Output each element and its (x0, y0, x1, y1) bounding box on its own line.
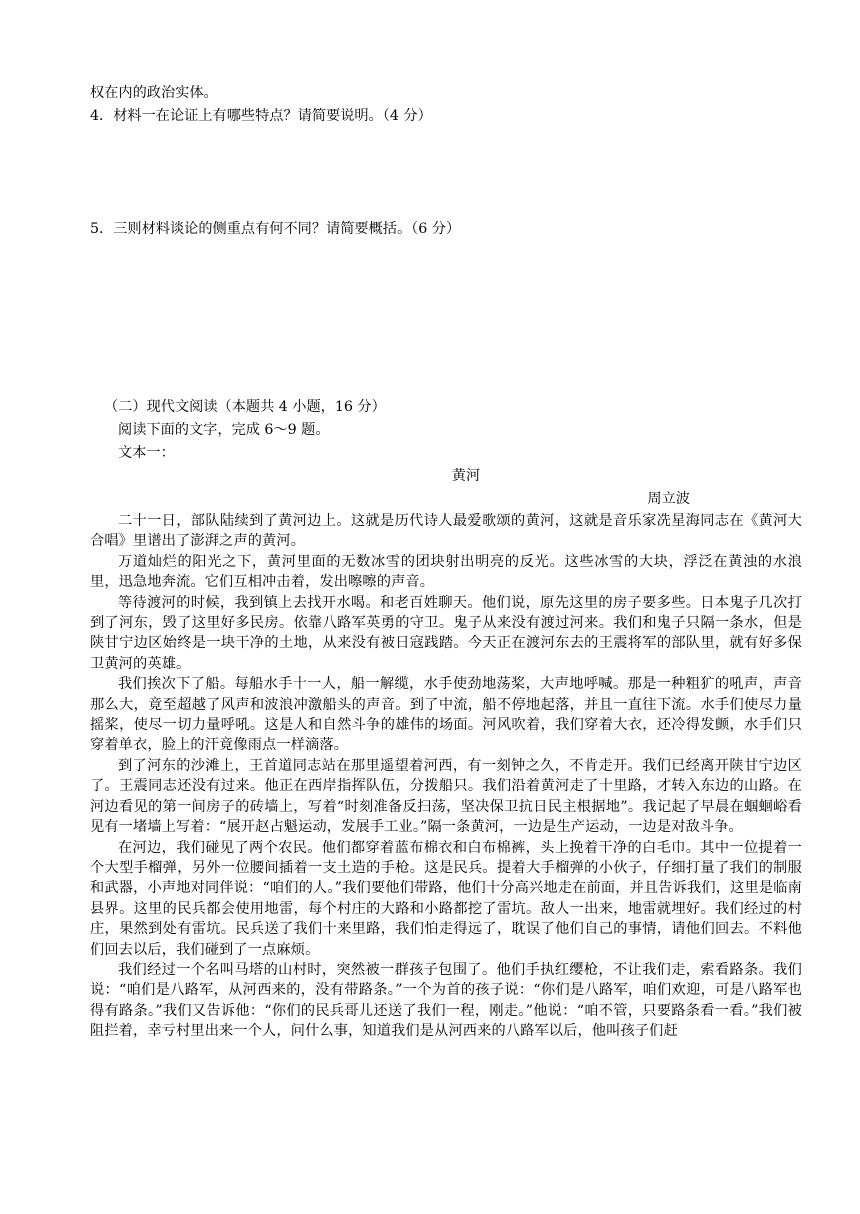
answer-space-4 (90, 128, 802, 218)
essay-author: 周立波 (647, 491, 690, 507)
paragraph: 等待渡河的时候，我到镇上去找开水喝。和老百姓聊天。他们说，原先这里的房子要多些。日本鬼子几次打到了河东，毁了这里好多民房。依靠八路军英勇的守卫。鬼子从来没有渡过河来。我们和鬼子只隔一条水，但是陕甘宁边区始终是一块干净的土地，从来没有被日寇践踏。今天正在渡河东去的王震将军的部队里，就有好多保卫黄河的英雄。 (90, 594, 802, 672)
top-fragment: 权在内的政治实体。 (90, 85, 218, 101)
paragraph: 我们经过一个名叫马塔的山村时，突然被一群孩子包围了。他们手执红缨枪，不让我们走，索看路条。我们说：“咱们是八路军，从河西来的，没有带路条。”一个为首的孩子说：“你们是八路军，咱们欢迎，可是八路军也得有路条。”我们又告诉他：“你们的民兵哥儿还送了我们一程，刚走。”他说：“咱不管，只要路条看一看。”我们被阻拦着，幸亏村里出来一个人，问什么事，知道我们是从河西来的八路军以后，他叫孩子们赶 (90, 961, 802, 1040)
document-page (90, 82, 802, 1042)
paragraph: 到了河东的沙滩上，王首道同志站在那里遥望着河西，有一刻钟之久，不肯走开。我们已经离开陕甘宁边区了。王震同志还没有过来。他正在西岸指挥队伍，分拨船只。我们沿着黄河走了十里路，才转入东边的山路。在河边看见的第一间房子的砖墙上，写着“时刻准备反扫荡，坚决保卫抗日民主根据地”。我记起了早晨在蝈蛔峪看见有一堵墙上写着：“展开赵占魁运动，发展手工业。”隔一条黄河，一边是生产运动，一边是对敌斗争。 (90, 757, 802, 836)
paragraph: 万道灿烂的阳光之下，黄河里面的无数冰雪的团块射出明亮的反光。这些冰雪的大块，浮泛在黄浊的水浪里，迅急地奔流。它们互相冲击着，发出嚓嚓的声音。 (90, 553, 802, 591)
question-4: 4．材料一在论证上有哪些特点？请简要说明。（4 分） (90, 108, 432, 124)
paragraph: 我们挨次下了船。每船水手十一人，船一解缆，水手使劲地荡桨，大声地呼喊。那是一种粗犷的吼声，声音那么大，竟至超越了风声和波浪冲激船头的声音。到了中流，船不停地起落，并且一直往下流。水手们使尽力量摇桨，使尽一切力量呼吼。这是人和自然斗争的雄伟的场面。河风吹着，我们穿着大衣，还冷得发颤，水手们只穿着单衣，脸上的汗竟像雨点一样滴落。 (90, 676, 802, 754)
text-label: 文本一： (118, 445, 175, 461)
section-title: （二）现代文阅读（本题共 4 小题，16 分） (104, 399, 386, 415)
instruction: 阅读下面的文字，完成 6～9 题。 (118, 422, 330, 438)
paragraph: 在河边，我们碰见了两个农民。他们都穿着蓝布棉衣和白布棉裤，头上挽着干净的白毛巾。其中一位提着一个大型手榴弹，另外一位腰间插着一支土造的手枪。这是民兵。提着大手榴弹的小伙子，仔细打量了我们的制服和武器，小声地对同伴说：“咱们的人。”我们要他们带路，他们十分高兴地走在前面，并且告诉我们，这里是临南县界。这里的民兵都会使用地雷，每个村庄的大路和小路都挖了雷坑。敌人一出来，地雷就埋好。我们经过的村庄，果然到处有雷坑。民兵送了我们十来里路，我们怕走得远了，耽误了他们自己的事情，请他们回去。不料他们回去以后，我们碰到了一点麻烦。 (90, 839, 802, 958)
answer-space-5 (90, 241, 802, 396)
question-5: 5．三则材料谈论的侧重点有何不同？请简要概括。（6 分） (90, 221, 461, 237)
paragraph: 二十一日，部队陆续到了黄河边上。这就是历代诗人最爱歌颂的黄河，这就是音乐家冼星海同志在《黄河大合唱》里谱出了澎湃之声的黄河。 (90, 513, 802, 550)
essay-title: 黄河 (451, 468, 481, 484)
